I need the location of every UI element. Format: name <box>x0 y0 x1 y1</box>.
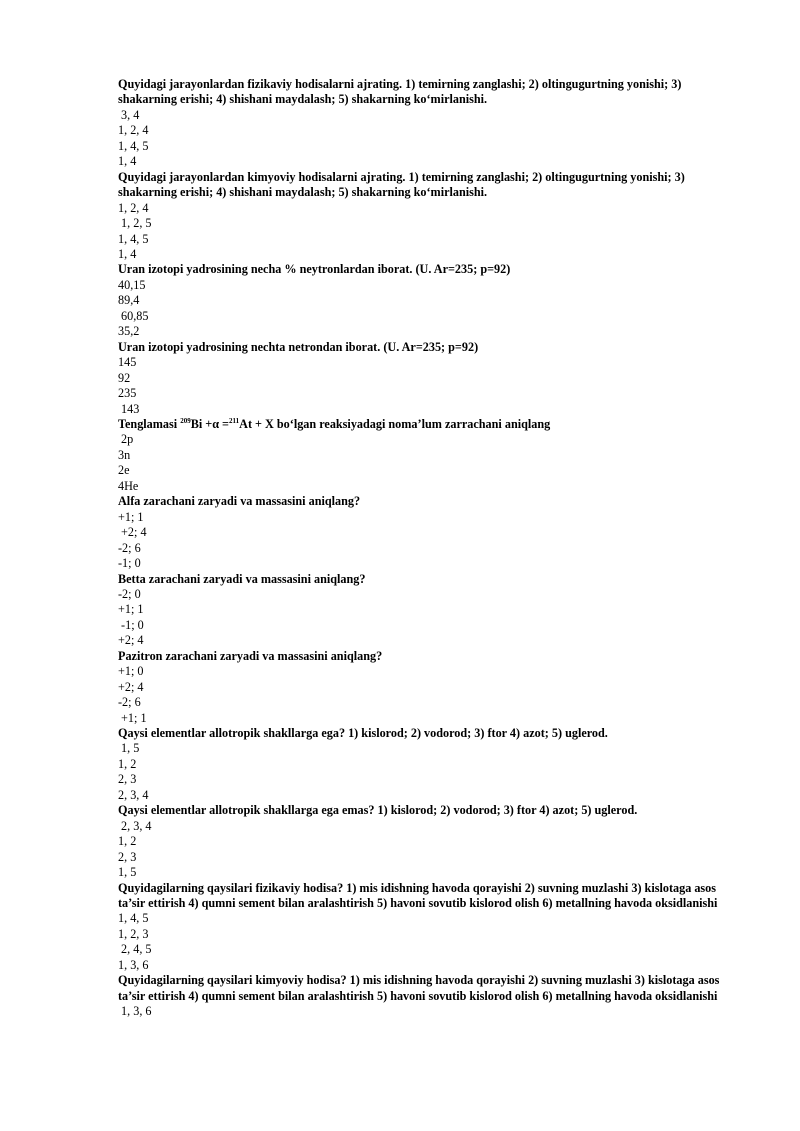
question-text: Betta zarachani zaryadi va massasini aniqlang? <box>118 571 366 586</box>
answer-option: -2; 6 <box>118 695 141 710</box>
answer-option: 143 <box>118 401 140 416</box>
answer-option: 1, 2, 3 <box>118 926 149 941</box>
answer-option: -2; 6 <box>118 540 141 555</box>
answer-option: 1, 4 <box>118 246 137 261</box>
answer-option: +1; 1 <box>118 602 144 617</box>
question-1 <box>118 77 743 170</box>
question-text-pre: Tenglamasi <box>118 416 181 431</box>
answer-option: 1, 2 <box>118 756 137 771</box>
answer-option: 2, 3, 4 <box>118 787 149 802</box>
question-text: Uran izotopi yadrosining nechta netrondan iborat. (U. Ar=235; p=92) <box>118 339 479 354</box>
question-7 <box>118 572 743 649</box>
answer-option: 1, 4, 5 <box>118 138 149 153</box>
question-text: Uran izotopi yadrosining necha % neytronlardan iborat. (U. Ar=235; p=92) <box>118 262 511 277</box>
question-10 <box>118 803 743 880</box>
answer-option: +2; 4 <box>118 679 144 694</box>
question-2 <box>118 170 743 263</box>
question-text-mid: Bi +α = <box>190 416 230 431</box>
answer-option: 1, 4 <box>118 154 137 169</box>
answer-option: 1, 3, 6 <box>118 1004 152 1019</box>
question-11 <box>118 881 743 974</box>
answer-option: 1, 2 <box>118 834 137 849</box>
question-8 <box>118 649 743 726</box>
question-text: Quyidagilarning qaysilari fizikaviy hodisa? 1) mis idishning havoda qorayishi 2) suvning muzlashi 3) kislotaga asos ta’sir ettirish 4) qumni sement bilan aralashtirish 5) havoni sovutib kislorod olish 6) metallning havoda oksidlanishi <box>118 880 718 911</box>
answer-option: 2, 3 <box>118 772 137 787</box>
answer-option: -2; 0 <box>118 586 141 601</box>
question-text: Quyidagilarning qaysilari kimyoviy hodisa? 1) mis idishning havoda qorayishi 2) suvning muzlashi 3) kislotaga asos ta’sir ettirish 4) qumni sement bilan aralashtirish 5) havoni sovutib kislorod olish 6) metallning havoda oksidlanishi <box>118 973 720 1003</box>
answer-option: 1, 5 <box>118 741 140 756</box>
answer-option: +1; 0 <box>118 664 144 679</box>
answer-option: +1; 1 <box>118 509 144 524</box>
answer-option: 4He <box>118 478 139 493</box>
answer-option: 2e <box>118 463 130 478</box>
answer-option: 1, 2, 4 <box>118 200 149 215</box>
answer-option: 1, 4, 5 <box>118 911 149 926</box>
question-text: Qaysi elementlar allotropik shakllarga ega emas? 1) kislorod; 2) vodorod; 3) ftor 4) azot; 5) uglerod. <box>118 803 638 818</box>
answer-option: 3n <box>118 447 131 462</box>
answer-option: +1; 1 <box>118 710 147 725</box>
question-12 <box>118 973 743 1019</box>
question-6 <box>118 494 743 571</box>
answer-option: 92 <box>118 370 131 385</box>
answer-option: 3, 4 <box>118 107 140 122</box>
question-text-post: At + X bo‘lgan reaksiyadagi noma’lum zarrachani aniqlang <box>239 416 551 431</box>
question-text: Quyidagi jarayonlardan fizikaviy hodisalarni ajrating. 1) temirning zanglashi; 2) oltingugurtning yonishi; 3) shakarning erishi; 4) shishani maydalash; 5) shakarning ko‘mirlanishi. <box>118 77 682 107</box>
question-text: Qaysi elementlar allotropik shakllarga ega? 1) kislorod; 2) vodorod; 3) ftor 4) azot; 5) uglerod. <box>118 726 608 741</box>
answer-option: 35,2 <box>118 324 140 339</box>
answer-option: -1; 0 <box>118 556 141 571</box>
question-text: Quyidagi jarayonlardan kimyoviy hodisalarni ajrating. 1) temirning zanglashi; 2) oltingugurtning yonishi; 3) shakarning erishi; 4) shishani maydalash; 5) shakarning ko‘mirlanishi. <box>118 169 685 200</box>
answer-option: 1, 5 <box>118 865 137 880</box>
question-text: Alfa zarachani zaryadi va massasini aniqlang? <box>118 494 361 509</box>
question-4 <box>118 340 743 417</box>
answer-option: +2; 4 <box>118 525 147 540</box>
question-5 <box>118 417 743 494</box>
answer-option: +2; 4 <box>118 633 144 648</box>
answer-option: 2p <box>118 432 134 447</box>
answer-option: 145 <box>118 355 137 370</box>
question-3 <box>118 262 743 339</box>
mass-number-superscript: 209 <box>180 416 191 425</box>
answer-option: 2, 3, 4 <box>118 818 152 833</box>
answer-option: 2, 3 <box>118 849 137 864</box>
answer-option: -1; 0 <box>118 617 144 632</box>
answer-option: 1, 2, 5 <box>118 216 152 231</box>
answer-option: 2, 4, 5 <box>118 942 152 957</box>
answer-option: 40,15 <box>118 277 146 292</box>
answer-option: 60,85 <box>118 308 149 323</box>
mass-number-superscript: 211 <box>229 416 240 425</box>
question-text: Pazitron zarachani zaryadi va massasini aniqlang? <box>118 648 383 663</box>
answer-option: 1, 2, 4 <box>118 123 149 138</box>
answer-option: 89,4 <box>118 293 140 308</box>
document-page <box>118 77 743 1020</box>
answer-option: 1, 4, 5 <box>118 231 149 246</box>
question-text <box>118 417 743 432</box>
answer-option: 1, 3, 6 <box>118 957 149 972</box>
answer-option: 235 <box>118 386 137 401</box>
question-9 <box>118 726 743 803</box>
